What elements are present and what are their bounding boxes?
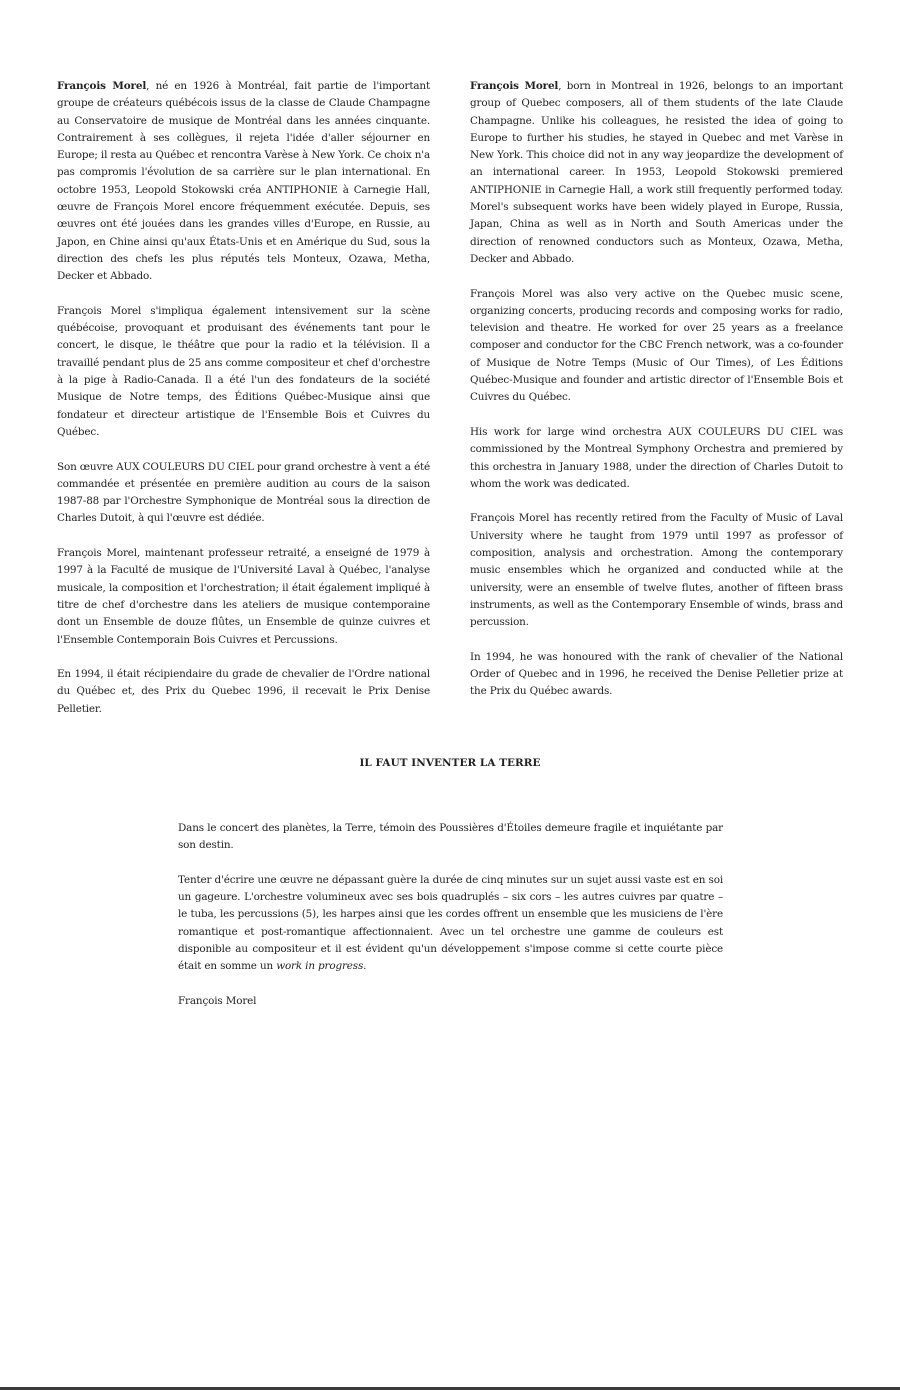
composer-note	[178, 820, 723, 1028]
english-paragraph-2: François Morel was also very active on the Quebec music scene, organizing concerts, producing records and composing works for radio, television and theatre. He worked for over 25 years as a freelance composer and conductor for the CBC French network, was a co-founder of Musique de Notre Temps (Music of Our Times), of Les Éditions Québec-Musique and founder and artistic director of l'Ensemble Bois et Cuivres du Québec.	[470, 287, 843, 404]
english-paragraph-5: In 1994, he was honoured with the rank of chevalier of the National Order of Quebec and in 1996, he received the Denise Pelletier prize at the Prix du Québec awards.	[470, 650, 843, 698]
english-paragraph-1: François Morel, born in Montreal in 1926, belongs to an important group of Quebec composers, all of them students of the late Claude Champagne. Unlike his colleagues, he resisted the idea of going to Europe to further his studies, he stayed in Quebec and met Varèse in New York. This choice did not in any way jeopardize the development of an international career. In 1953, Leopold Stokowski premiered ANTIPHONIE in Carnegie Hall, a work still frequently performed today. Morel's subsequent works have been widely played in Europe, Russia, Japan, China as well as in North and South Americas under the direction of renowned conductors such as Monteux, Ozawa, Metha, Decker and Abbado.	[470, 80, 843, 265]
note-signature: François Morel	[178, 994, 257, 1007]
composer-name-bold: François Morel	[57, 80, 147, 92]
composer-name-bold: François Morel	[470, 80, 559, 92]
french-paragraph-2: François Morel s'impliqua également intensivement sur la scène québécoise, provoquant et produisant des événements tant pour le concert, le disque, le théâtre que pour la radio et la télévision. Il a travaillé pendant plus de 25 ans comme compositeur et chef d'orchestre à la pige à Radio-Canada. Il a été l'un des fondateurs de la société Musique de Notre temps, des Éditions Québec-Musique ainsi que fondateur et directeur artistique de l'Ensemble Bois et Cuivres du Québec.	[57, 304, 430, 438]
note-paragraph-1: Dans le concert des planètes, la Terre, témoin des Poussières d'Étoiles demeure fragile et inquiétante par son destin.	[178, 822, 723, 852]
french-paragraph-3: Son œuvre AUX COULEURS DU CIEL pour grand orchestre à vent a été commandée et présentée en première audition au cours de la saison 1987-88 par l'Orchestre Symphonique de Montréal sous la direction de Charles Dutoit, à qui l'œuvre est dédiée.	[57, 460, 430, 525]
french-paragraph-5: En 1994, il était récipiendaire du grade de chevalier de l'Ordre national du Québec et, des Prix du Quebec 1996, il recevait le Prix Denise Pelletier.	[57, 668, 430, 715]
french-paragraph-4: François Morel, maintenant professeur retraité, a enseigné de 1979 à 1997 à la Faculté de musique de l'Université Laval à Québec, l'analyse musicale, la composition et l'orchestration; il était également impliqué à titre de chef d'orchestre dans les ateliers de musique contemporaine dont un Ensemble de douze flûtes, un Ensemble de quinze cuivres et l'Ensemble Contemporain Bois Cuivres et Percussions.	[57, 547, 430, 646]
work-title: IL FAUT INVENTER LA TERRE	[359, 757, 541, 769]
english-paragraph-3: His work for large wind orchestra AUX COULEURS DU CIEL was commissioned by the Montreal Symphony Orchestra and premiered by this orchestra in January 1988, under the direction of Charles Dutoit to whom the work was dedicated.	[470, 425, 843, 490]
english-biography-column	[470, 78, 843, 701]
note-paragraph-2: Tenter d'écrire une œuvre ne dépassant guère la durée de cinq minutes sur un sujet aussi vaste est en soi un gageure. L'orchestre volumineux avec ses bois quadruplés – six cors – les autres cuivres par quatre – le tuba, les percussions (5), les harpes ainsi que les cordes offrent un ensemble que les musiciens de l'ère romantique et post-romantique affectionnaient. Avec un tel orchestre une gamme de couleurs est disponible au compositeur et il est évident qu'un développement s'impose comme si cette courte pièce était en somme un work in progress.	[178, 873, 723, 973]
french-paragraph-1: François Morel, né en 1926 à Montréal, fait partie de l'important groupe de créateurs québécois issus de la classe de Claude Champagne au Conservatoire de musique de Montréal dans les années cinquante. Contrairement à ses collègues, il rejeta l'idée d'aller séjourner en Europe; il resta au Québec et rencontra Varèse à New York. Ce choix n'a pas compromis l'évolution de sa carrière sur le plan international. En octobre 1953, Leopold Stokowski créa ANTIPHONIE à Carnegie Hall, œuvre de François Morel encore fréquemment exécutée. Depuis, ses œuvres ont été jouées dans les grandes villes d'Europe, en Russie, au Japon, en Chine ainsi qu'aux États-Unis et en Amérique du Sud, sous la direction des chefs les plus réputés tels Monteux, Ozawa, Metha, Decker et Abbado.	[57, 80, 430, 283]
english-paragraph-4: François Morel has recently retired from the Faculty of Music of Laval University where he taught from 1979 until 1997 as professor of composition, analysis and orchestration. Among the contemporary music ensembles which he organized and conducted while at the university, were an ensemble of twelve flutes, another of fifteen brass instruments, as well as the Contemporary Ensemble of winds, brass and percussion.	[470, 512, 843, 629]
work-in-progress-italic: work in progress	[276, 960, 364, 973]
french-biography-column	[57, 78, 430, 718]
